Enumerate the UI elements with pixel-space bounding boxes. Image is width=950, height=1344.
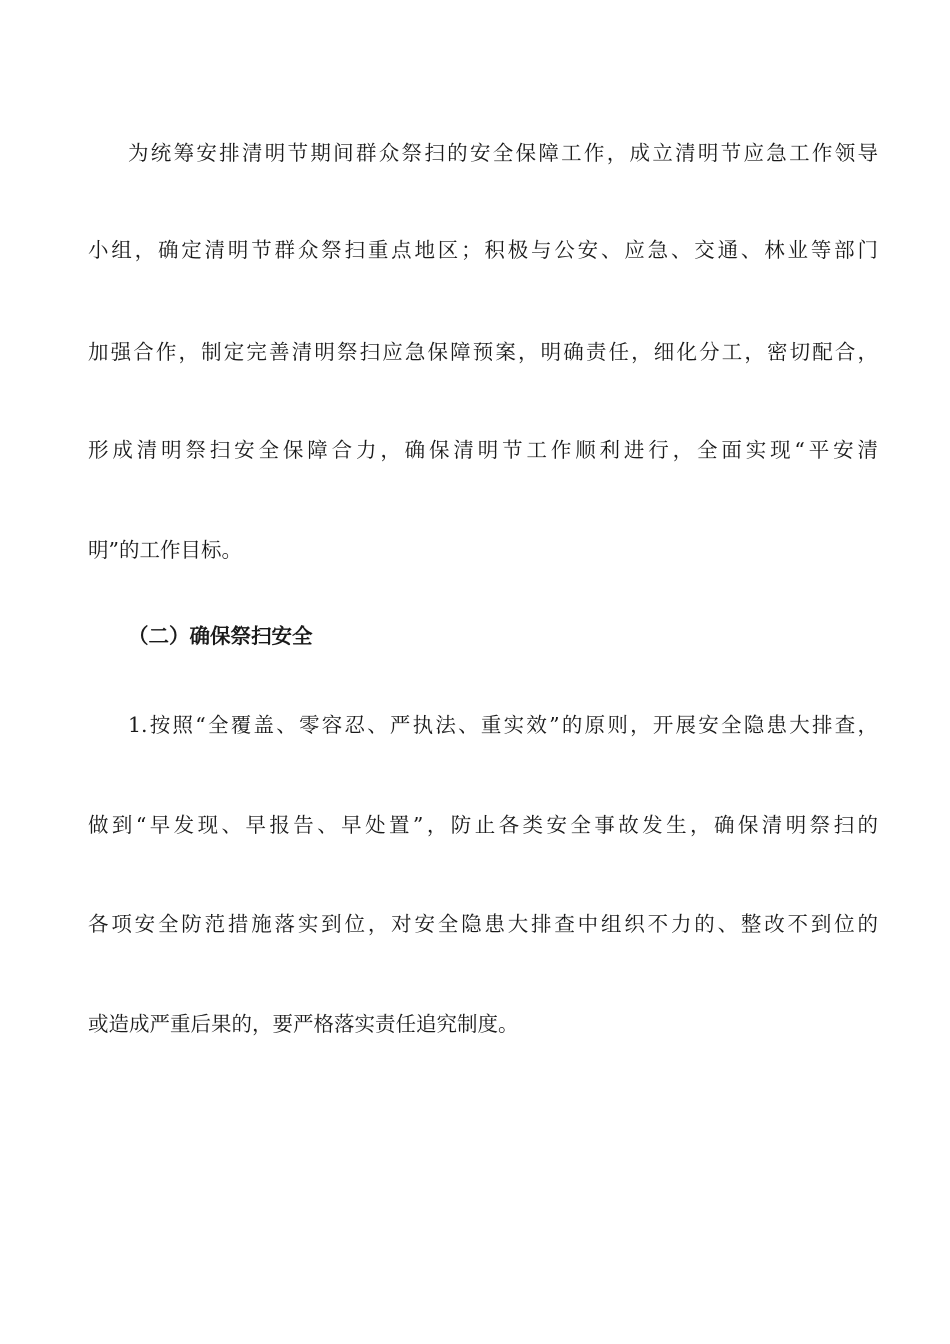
paragraph-2-line-4: 或造成严重后果的，要严格落实责任追究制度。 — [88, 1012, 519, 1036]
paragraph-1-line-5: 明”的工作目标。 — [88, 538, 242, 562]
section-heading: （二）确保祭扫安全 — [128, 624, 313, 648]
paragraph-1-line-3: 加强合作，制定完善清明祭扫应急保障预案，明确责任，细化分工，密切配合， — [88, 340, 878, 364]
paragraph-2-line-1: 1.按照“全覆盖、零容忍、严执法、重实效”的原则，开展安全隐患大排查， — [128, 713, 878, 737]
paragraph-1-line-2: 小组，确定清明节群众祭扫重点地区；积极与公安、应急、交通、林业等部门 — [88, 238, 878, 262]
paragraph-2-line-2: 做到“早发现、早报告、早处置”，防止各类安全事故发生，确保清明祭扫的 — [88, 813, 878, 837]
paragraph-1-line-4: 形成清明祭扫安全保障合力，确保清明节工作顺利进行，全面实现“平安清 — [88, 438, 878, 462]
paragraph-1-line-1: 为统筹安排清明节期间群众祭扫的安全保障工作，成立清明节应急工作领导 — [128, 141, 878, 165]
paragraph-2-line-3: 各项安全防范措施落实到位，对安全隐患大排查中组织不力的、整改不到位的 — [88, 912, 878, 936]
